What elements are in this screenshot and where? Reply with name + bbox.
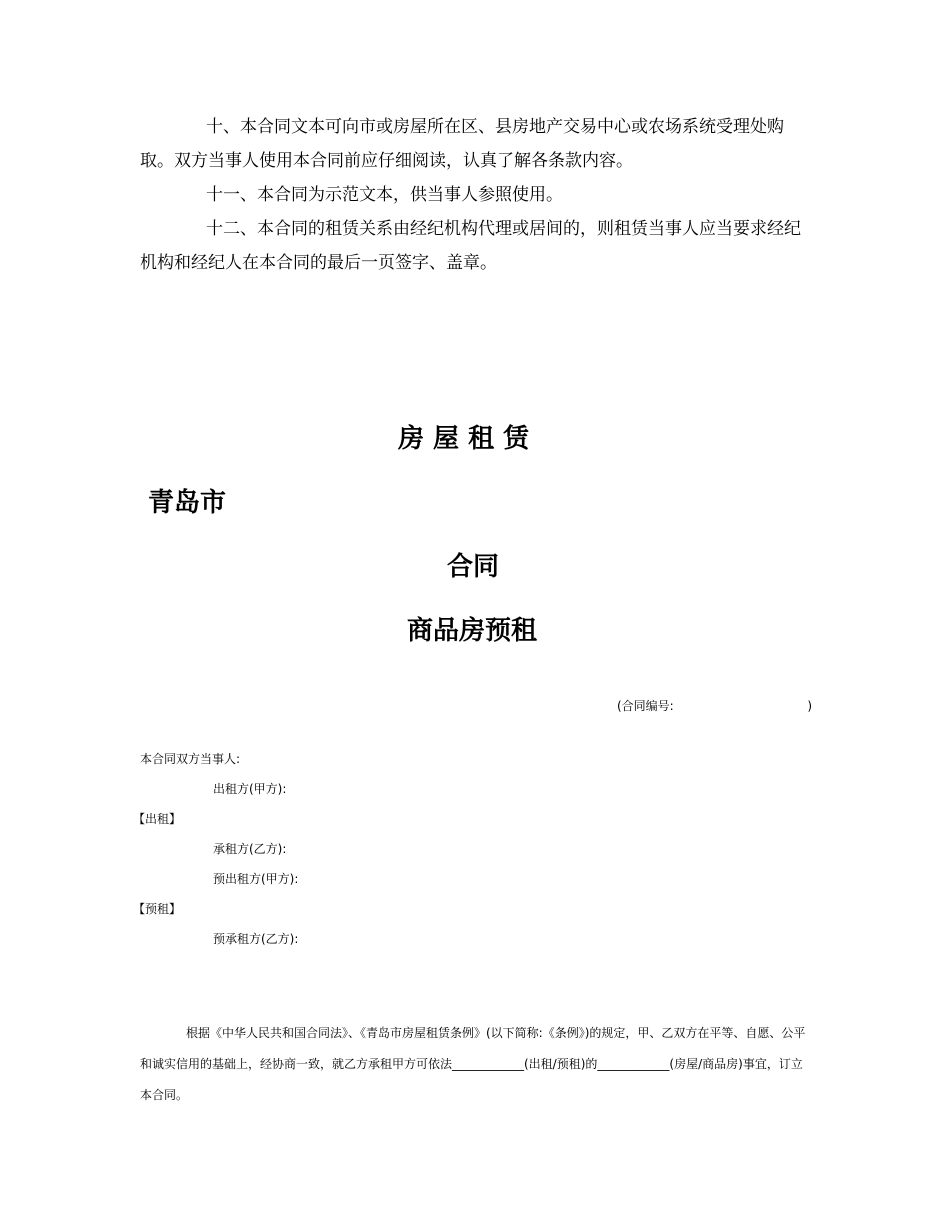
parties-heading: 本合同双方当事人: [140,752,241,766]
clause-11: 十一、本合同为示范文本，供当事人参照使用。 [206,185,563,205]
rent-tag: 【出租】 [133,812,182,826]
contract-number-label: (合同编号: [617,699,674,713]
title-city: 青岛市 [148,488,227,518]
body-section [140,1018,810,1111]
contract-number-close: ) [807,699,812,713]
title-main: 房 屋 租 赁 [398,424,530,454]
preamble-paragraph: 根据《中华人民共和国合同法》、《青岛市房屋租赁条例》(以下简称:《条例》)的规定，甲、乙双方在平等、自愿、公平和诚实信用的基础上，经协商一致，就乙方承租甲方可依法____________(出租/预租)的____________(房屋/商品房)事宜，订立本合同。 [140,1026,806,1102]
pre-lessee-label: 预承租方(乙方): [213,932,299,946]
contract-number [617,697,812,715]
title-contract: 合同 [447,552,500,582]
prerent-tag: 【预租】 [133,902,182,916]
title-subtype: 商品房预租 [407,616,538,646]
lessee-label: 承租方(乙方): [213,842,287,856]
lessor-label: 出租方(甲方): [213,782,287,796]
clause-10: 十、本合同文本可向市或房屋所在区、县房地产交易中心或农场系统受理处购取。双方当事人使用本合同前应仔细阅读，认真了解各条款内容。 [140,117,784,171]
clause-12: 十二、本合同的租赁关系由经纪机构代理或居间的，则租赁当事人应当要求经纪机构和经纪人在本合同的最后一页签字、盖章。 [140,219,801,273]
intro-section [140,110,810,280]
pre-lessor-label: 预出租方(甲方): [213,872,299,886]
